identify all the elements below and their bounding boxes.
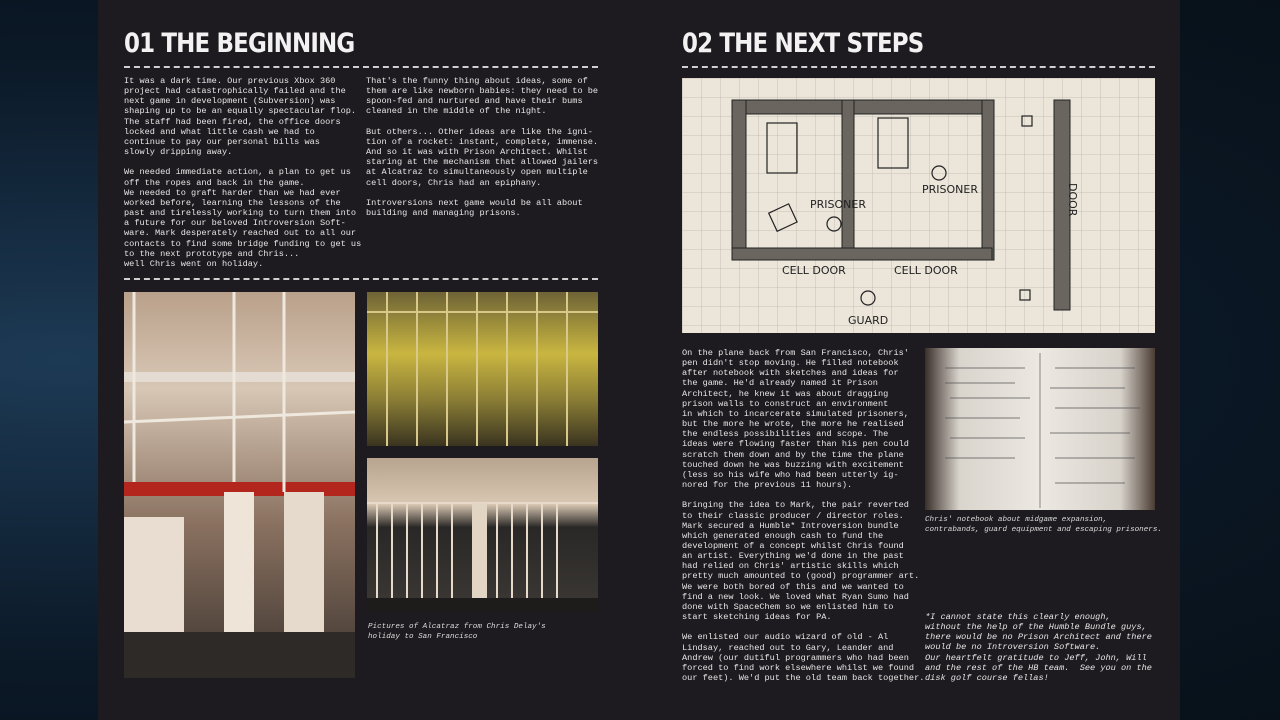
paragraph: On the plane back from San Francisco, Chris' pen didn't stop moving. He filled notebook after notebook with sketches and ideas for the game. He'd already named it Prison Architect, he knew it was about dragging prison walls to construct an environment in which to incarcerate simulated prisoners, but the more he wrote, the more he realised the endless possibilities and scope. The ideas were flowing faster than his pen could scratch them down and by the time the plane touched down he was buzzing with excitement (less so his wife who had been utterly ig- nored for the previous 11 hours). (682, 348, 909, 491)
paragraph: We needed immediate action, a plan to get us off the ropes and back in the game. We needed to graft harder than we had ever worked before, learning the lessons of the past and tirelessly working to turn them into a future for our beloved Introversion Soft- ware. Mark desperately reached out to all our contacts to find some bridge funding to get us to the next prototype and Chris... well Chris went on holiday. (124, 167, 362, 269)
paragraph: Introversions next game would be all about building and managing prisons. (366, 197, 583, 219)
notebook-photo (925, 348, 1155, 510)
sketch-label-prisoner: PRISONER (922, 183, 978, 196)
notebook-caption: Chris' notebook about midgame expansion, contrabands, guard equipment and escaping prisoners. (925, 516, 1162, 534)
prison-sketch (682, 78, 1155, 333)
sketch-label-prisoner: PRISONER (810, 198, 866, 211)
paragraph: It was a dark time. Our previous Xbox 360 project had catastrophically failed and the next game in development (Subversion) was shaping up to be an equally spectacular flop. The staff had been fired, the office doors locked and what little cash we had to continue to pay our personal bills was slowly dripping away. (124, 76, 357, 158)
divider (682, 66, 1155, 68)
body-text-col2 (366, 76, 598, 218)
paragraph: That's the funny thing about ideas, some of them are like newborn babies: they need to be spoon-fed and nurtured and have their bums cleaned in the middle of the night. (366, 76, 599, 117)
footnote: *I cannot state this clearly enough, without the help of the Humble Bundle guys, there would be no Prison Architect and there would be no Introversion Software. Our heartfelt gratitude to Jeff, John, Will and the rest of the HB team. See you on the disk golf course fellas! (925, 612, 1152, 683)
body-text-col1 (124, 76, 361, 269)
divider (124, 278, 598, 280)
photo-caption: Pictures of Alcatraz from Chris Delay's holiday to San Francisco (368, 623, 546, 641)
alcatraz-cell-photo (367, 292, 598, 446)
alcatraz-cellblock-photo (124, 292, 355, 678)
sketch-label-guard: GUARD (848, 314, 889, 327)
sketch-label-cell-door: CELL DOOR (894, 264, 958, 277)
notebook-illustration (925, 348, 1155, 510)
heading-beginning: 01 THE BEGINNING (124, 28, 355, 59)
sketch-label-door: DOOR (1066, 183, 1079, 217)
body-text-right (682, 348, 924, 683)
sketch-label-cell-door: CELL DOOR (782, 264, 846, 277)
paragraph: We enlisted our audio wizard of old - Al Lindsay, reached out to Gary, Leander and Andrew (our dutiful programmers who had been forced to find work elsewhere whilst we found our feet). We'd put the old team back together. (682, 632, 925, 683)
sketch-drawing (682, 78, 1155, 333)
paragraph: Bringing the idea to Mark, the pair reverted to their classic producer / director roles. Mark secured a Humble* Introversion bundle which generated enough cash to fund the development of a concept whilst Chris found an artist. Everything we'd done in the past had relied on Chris' artistic skills which pretty much amounted to (good) programmer art. We were both bored of this and we wanted to find a new look. We loved what Ryan Sumo had done with SpaceChem so we enlisted him to start sketching ideas for PA. (682, 500, 920, 623)
heading-next-steps: 02 THE NEXT STEPS (682, 28, 924, 59)
cell-bars-illustration (367, 292, 598, 446)
cell-doors-illustration (367, 458, 598, 612)
alcatraz-cells-photo (367, 458, 598, 612)
divider (124, 66, 598, 68)
paragraph: But others... Other ideas are like the igni- tion of a rocket: instant, complete, immense. And so it was with Prison Architect. Whilst staring at the mechanism that allowed jailers at Alcatraz to simultaneously open multiple cell doors, Chris had an epiphany. (366, 126, 599, 188)
cellblock-illustration (124, 292, 355, 678)
